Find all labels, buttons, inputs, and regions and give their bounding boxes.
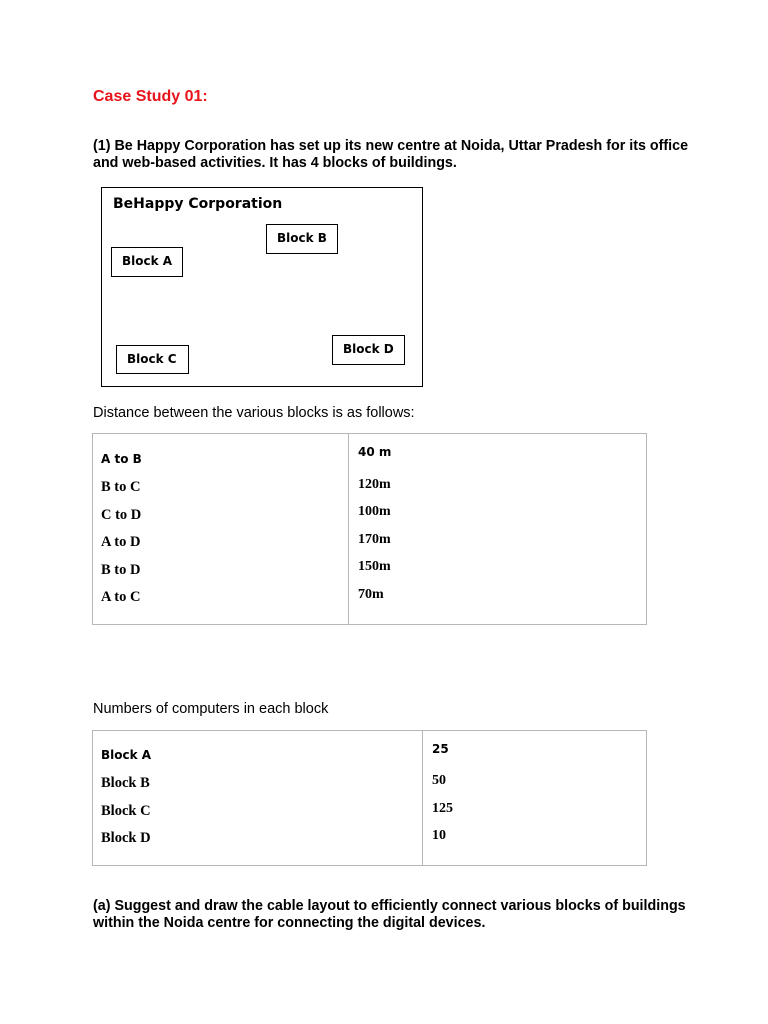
table-row-distance: 70m: [358, 587, 384, 602]
table-row-count: 125: [432, 801, 453, 816]
distance-table: [92, 433, 647, 625]
table-row-distance: 100m: [358, 504, 391, 519]
distance-values-cell: [349, 434, 647, 625]
computers-heading: Numbers of computers in each block: [93, 701, 329, 717]
block-a: Block A: [111, 247, 183, 277]
table-row-count: 10: [432, 828, 446, 843]
computers-table: [92, 730, 647, 866]
intro-paragraph: (1) Be Happy Corporation has set up its new centre at Noida, Uttar Pradesh for its office and web-based activities. It has 4 blocks of buildings.: [93, 138, 689, 171]
table-row-block: Block C: [101, 803, 151, 819]
table-row-block: Block A: [101, 748, 152, 762]
block-b: Block B: [266, 224, 338, 254]
distance-pairs-cell: [93, 434, 349, 625]
table-row-count: 50: [432, 773, 446, 788]
table-row-distance: 170m: [358, 532, 391, 547]
case-study-title: Case Study 01:: [93, 88, 208, 105]
table-row-pair: A to C: [101, 589, 141, 605]
table-row-pair: B to D: [101, 562, 141, 578]
table-row-block: Block B: [101, 775, 150, 791]
table-row-block: Block D: [101, 830, 151, 846]
distance-heading: Distance between the various blocks is as follows:: [93, 405, 415, 421]
table-row-pair: A to B: [101, 452, 142, 466]
table-row-distance: 150m: [358, 559, 391, 574]
campus-diagram: [101, 187, 423, 387]
table-row-pair: A to D: [101, 534, 141, 550]
computers-counts-cell: [423, 731, 647, 866]
table-row-pair: B to C: [101, 479, 141, 495]
table-row-count: 25: [432, 742, 449, 756]
block-d: Block D: [332, 335, 405, 365]
table-row-distance: 120m: [358, 477, 391, 492]
computers-blocks-cell: [93, 731, 423, 866]
diagram-title: BeHappy Corporation: [113, 196, 283, 212]
table-row-distance: 40 m: [358, 445, 392, 459]
table-row-pair: C to D: [101, 507, 142, 523]
question-a: (a) Suggest and draw the cable layout to efficiently connect various blocks of buildings within the Noida centre for connecting the digital devices.: [93, 898, 686, 931]
block-c: Block C: [116, 345, 189, 374]
